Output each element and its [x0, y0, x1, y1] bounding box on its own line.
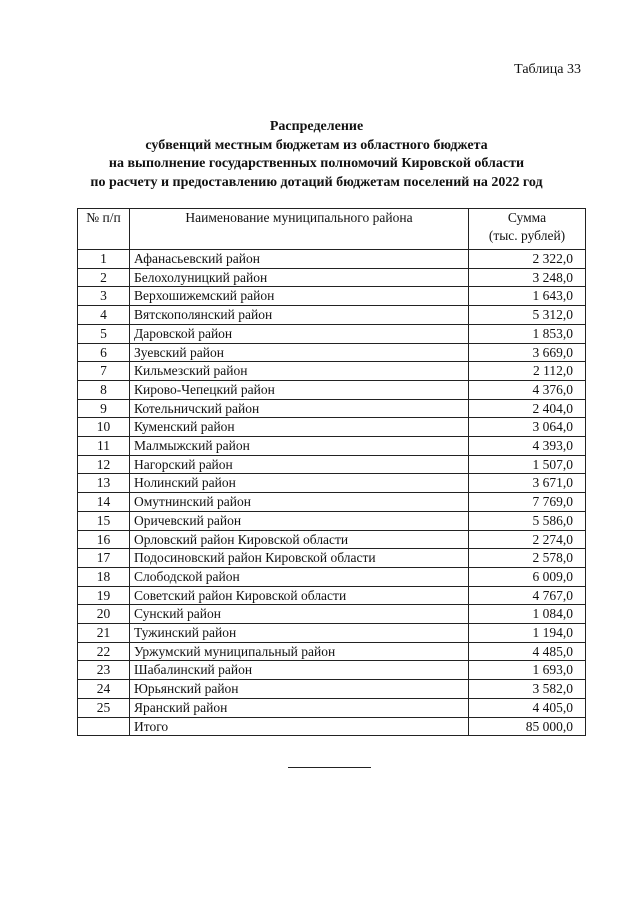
- table-row: [78, 605, 586, 624]
- header-sum: [469, 209, 586, 250]
- table-row: [78, 698, 586, 717]
- table-row: [78, 437, 586, 456]
- distribution-table: [77, 208, 586, 736]
- row-district-name: Сунский район: [130, 605, 469, 624]
- row-district-name: Зуевский район: [130, 343, 469, 362]
- row-number: 4: [78, 306, 130, 325]
- table-row: [78, 511, 586, 530]
- row-number: 19: [78, 586, 130, 605]
- row-district-name: Уржумский муниципальный район: [130, 642, 469, 661]
- row-number: 13: [78, 474, 130, 493]
- table-row: [78, 287, 586, 306]
- table-row: [78, 661, 586, 680]
- row-sum: 3 064,0: [469, 418, 586, 437]
- row-number: 20: [78, 605, 130, 624]
- heading-line-4: по расчету и предоставлению дотаций бюджетам поселений на 2022 год: [90, 174, 543, 190]
- table-row: [78, 380, 586, 399]
- row-district-name: Советский район Кировской области: [130, 586, 469, 605]
- row-number: [78, 717, 130, 736]
- header-sum-line-2: (тыс. рублей): [488, 228, 566, 243]
- row-sum: 4 393,0: [469, 437, 586, 456]
- table-row: [78, 455, 586, 474]
- row-sum: 4 376,0: [469, 380, 586, 399]
- row-district-name: Нолинский район: [130, 474, 469, 493]
- row-sum: 85 000,0: [469, 717, 586, 736]
- heading-line-3: на выполнение государственных полномочий Кировской области: [108, 156, 525, 171]
- row-sum: 2 274,0: [469, 530, 586, 549]
- row-sum: 6 009,0: [469, 567, 586, 586]
- row-district-name: Котельничский район: [130, 399, 469, 418]
- row-district-name: Юрьянский район: [130, 680, 469, 699]
- row-number: 21: [78, 624, 130, 643]
- row-sum: 4 485,0: [469, 642, 586, 661]
- row-district-name: Кильмезский район: [130, 362, 469, 381]
- row-district-name: Малмыжский район: [130, 437, 469, 456]
- table-row: [78, 642, 586, 661]
- row-sum: 3 671,0: [469, 474, 586, 493]
- table-row: [78, 399, 586, 418]
- row-sum: 3 669,0: [469, 343, 586, 362]
- table-total-row: [78, 717, 586, 736]
- row-number: 15: [78, 511, 130, 530]
- row-sum: 5 586,0: [469, 511, 586, 530]
- row-number: 8: [78, 380, 130, 399]
- row-number: 2: [78, 268, 130, 287]
- row-sum: 1 693,0: [469, 661, 586, 680]
- table-row: [78, 250, 586, 269]
- row-district-name: Подосиновский район Кировской области: [130, 549, 469, 568]
- row-sum: 1 507,0: [469, 455, 586, 474]
- table-number-label: Таблица 33: [514, 62, 581, 77]
- row-sum: 4 405,0: [469, 698, 586, 717]
- row-number: 3: [78, 287, 130, 306]
- header-sum-line-1: Сумма: [507, 210, 547, 225]
- row-district-name: Омутнинский район: [130, 493, 469, 512]
- row-district-name: Вятскополянский район: [130, 306, 469, 325]
- row-number: 10: [78, 418, 130, 437]
- row-district-name: Куменский район: [130, 418, 469, 437]
- row-sum: 2 578,0: [469, 549, 586, 568]
- row-sum: 1 643,0: [469, 287, 586, 306]
- row-number: 9: [78, 399, 130, 418]
- row-district-name: Шабалинский район: [130, 661, 469, 680]
- row-number: 1: [78, 250, 130, 269]
- row-number: 5: [78, 324, 130, 343]
- row-sum: 1 194,0: [469, 624, 586, 643]
- row-sum: 7 769,0: [469, 493, 586, 512]
- row-number: 25: [78, 698, 130, 717]
- closing-rule: [288, 767, 371, 768]
- row-number: 6: [78, 343, 130, 362]
- table-row: [78, 493, 586, 512]
- row-sum: 2 112,0: [469, 362, 586, 381]
- row-number: 18: [78, 567, 130, 586]
- row-sum: 1 084,0: [469, 605, 586, 624]
- row-district-name: Кирово-Чепецкий район: [130, 380, 469, 399]
- row-district-name: Афанасьевский район: [130, 250, 469, 269]
- table-row: [78, 624, 586, 643]
- row-number: 16: [78, 530, 130, 549]
- row-district-name: Слободской район: [130, 567, 469, 586]
- table-row: [78, 268, 586, 287]
- row-sum: 2 404,0: [469, 399, 586, 418]
- table-body: [78, 250, 586, 736]
- row-district-name: Яранский район: [130, 698, 469, 717]
- table-row: [78, 343, 586, 362]
- row-district-name: Оричевский район: [130, 511, 469, 530]
- row-sum: 1 853,0: [469, 324, 586, 343]
- table-row: [78, 324, 586, 343]
- row-sum: 4 767,0: [469, 586, 586, 605]
- table-row: [78, 586, 586, 605]
- row-number: 22: [78, 642, 130, 661]
- table-row: [78, 549, 586, 568]
- heading-line-1: Распределение: [269, 119, 364, 134]
- row-number: 7: [78, 362, 130, 381]
- row-number: 17: [78, 549, 130, 568]
- row-number: 24: [78, 680, 130, 699]
- row-number: 14: [78, 493, 130, 512]
- table-row: [78, 567, 586, 586]
- row-sum: 5 312,0: [469, 306, 586, 325]
- row-district-name: Верхошижемский район: [130, 287, 469, 306]
- row-number: 11: [78, 437, 130, 456]
- table-header-row: [78, 209, 586, 250]
- row-number: 23: [78, 661, 130, 680]
- header-num: № п/п: [78, 209, 130, 250]
- heading-line-2: субвенций местным бюджетам из областного бюджета: [145, 137, 488, 153]
- row-sum: 3 248,0: [469, 268, 586, 287]
- row-number: 12: [78, 455, 130, 474]
- table-row: [78, 306, 586, 325]
- table-row: [78, 530, 586, 549]
- table-row: [78, 474, 586, 493]
- row-district-name: Даровской район: [130, 324, 469, 343]
- row-district-name: Тужинский район: [130, 624, 469, 643]
- document-heading: [0, 118, 633, 192]
- row-district-name: Белохолуницкий район: [130, 268, 469, 287]
- row-district-name: Орловский район Кировской области: [130, 530, 469, 549]
- table-row: [78, 362, 586, 381]
- table-row: [78, 680, 586, 699]
- row-sum: 2 322,0: [469, 250, 586, 269]
- table-row: [78, 418, 586, 437]
- row-district-name: Итого: [130, 717, 469, 736]
- row-district-name: Нагорский район: [130, 455, 469, 474]
- header-name: Наименование муниципального района: [130, 209, 469, 250]
- row-sum: 3 582,0: [469, 680, 586, 699]
